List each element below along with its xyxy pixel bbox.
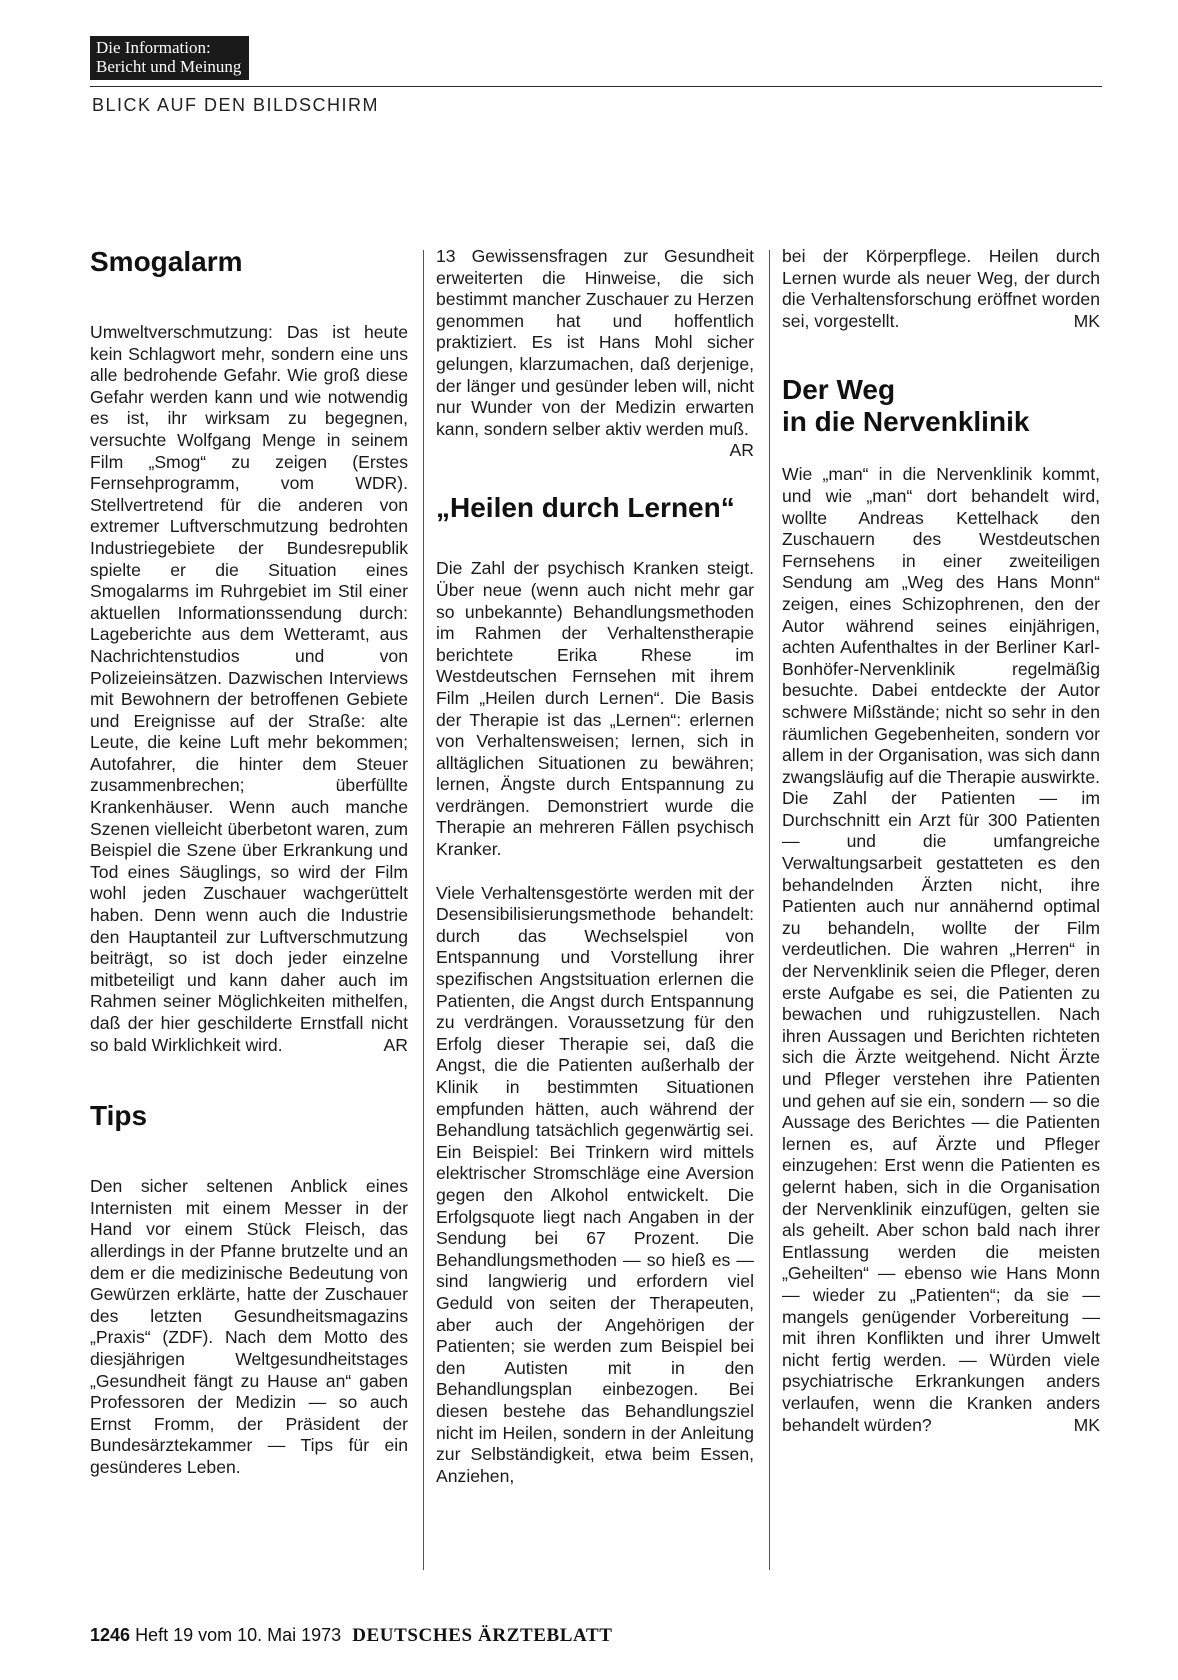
smogalarm-signature: AR [383,1034,408,1055]
nervenklinik-title-line-1: Der Weg [782,374,896,406]
tips-continued-text: 13 Gewissensfragen zur Gesundheit erweiterten die Hinweise, die sich bestimmt mancher Zuschauer zu Herzen genommen hat und hoffentlich praktiziert. Es ist Hans Mohl sicher gelungen, klarzumachen, daß derjenige, der länger und gesünder leben will, nicht nur Wunder von der Medizin erwarten kann, sondern selber aktiv werden muß. [436,246,754,439]
article-title-nervenklinik [782,374,1100,438]
smogalarm-text: Umweltverschmutzung: Das ist heute kein Schlagwort mehr, sondern eine uns alle bedrohende Gefahr. Wie groß diese Gefahr werden kann und wie notwendig es ist, ihr wirksam zu begegnen, versuchte Wolfgang Menge in seinem Film „Smog“ zu zeigen (Erstes Fernsehprogramm, vom WDR). Stellvertretend für die anderen von extremer Luftverschmutzung bedrohten Industriegebiete der Bundesrepublik spielte er die Situation eines Smogalarms im Ruhrgebiet im Stil einer aktuellen Informationssendung durch: Lageberichte aus dem Wetteramt, aus Nachrichtenstudios und von Polizeieinsätzen. Dazwischen Interviews mit Bewohnern der betroffenen Gebiete und Ereignisse auf der Straße: alte Leute, die keine Luft mehr bekommen; Autofahrer, die hinter dem Steuer zusammenbrechen; überfüllte Krankenhäuser. Wenn auch manche Szenen vielleicht überbetont waren, zum Beispiel die Szene über Erkrankung und Tod eines Säuglings, so wird der Film wohl jeden Zuschauer wachgerüttelt haben. Denn wenn auch die Industrie den Hauptanteil zur Luftverschmutzung beiträgt, so ist doch jeder einzelne mitbeteiligt und kann daher auch im Rahmen seiner Möglichkeiten mithelfen, daß der hier geschilderte Ernstfall nicht so bald Wirklichkeit wird. [90,322,408,1055]
issue-info: Heft 19 vom 10. Mai 1973 [135,1625,342,1645]
journal-name: DEUTSCHES ÄRZTEBLATT [352,1625,613,1646]
column-1 [90,246,408,1479]
article-body-tips-continued [436,246,754,461]
heilen-signature: MK [1073,310,1100,331]
article-body-heilen-continued [782,246,1100,332]
nervenklinik-text: Wie „man“ in die Nervenklinik kommt, und wie „man“ dort behandelt wird, wollte Andreas Kettelhack den Zuschauern des Westdeutschen Fernsehens in einer zweiteiligen Sendung am „Weg des Hans Monn“ zeigen, eines Schizophrenen, den der Autor während seines einjährigen, achten Aufenthaltes in der Berliner Karl-Bonhöfer-Nervenklinik regelmäßig besuchte. Dabei entdeckte der Autor schwere Mißstände; nicht so sehr in den räumlichen Gegebenheiten, sondern vor allem in der Organisation, was sich dann zwangsläufig auf die Therapie auswirkte. Die Zahl der Patienten — im Durchschnitt ein Arzt für 300 Patienten — und die umfangreiche Verwaltungsarbeit gestatteten es den behandelnden Ärzten nicht, ihre Patienten auch nur annähernd optimal zu behandeln, wollte der Film verdeutlichen. Die wahren „Herren“ in der Nervenklinik seien die Pfleger, deren erste Aufgabe es sei, die Patienten zu bewachen und ruhigzustellen. Nach ihren Aussagen und Berichten richteten sich die Ärzte weitgehend. Nicht Ärzte und Pfleger verstehen ihre Patienten und gehen auf sie ein, sondern — so die Aussage des Berichtes — die Patienten lernen es, auf Ärzte und Pfleger einzugehen: Erst wenn die Patienten es gelernt haben, sich in die Organisation der Nervenklinik einzufügen, gelten sie als geheilt. Aber schon bald nach ihrer Entlassung werden die meisten „Geheilten“ — ebenso wie Hans Monn — wieder zu „Patienten“; da sie — mangels genügender Vorbereitung — mit ihren Konflikten und ihrer Umwelt nicht fertig werden. — Würden viele psychiatrische Erkrankungen anders verlaufen, wenn die Kranken anders behandelt würden? [782,464,1100,1435]
column-2 [436,246,754,1487]
column-3 [782,246,1100,1436]
article-body-heilen-paragraph-2: Viele Verhaltensgestörte werden mit der Desensibilisierungsmethode behandelt: durch das Wechselspiel von Entspannung und Vorstellung ihrer spezifischen Angstsituation erlernen die Patienten, die Angst durch Entspannung zu verdrängen. Voraussetzung für den Erfolg dieser Therapie sei, daß die Angst, die die Patienten außerhalb der Klinik in bestimmten Situationen empfunden hätten, auch während der Behandlung tatsächlich gegenwärtig sei. Ein Beispiel: Bei Trinkern wird mittels elektrischer Stromschläge eine Aversion gegen den Alkohol entwickelt. Die Erfolgsquote liegt nach Angaben in der Sendung bei 67 Prozent. Die Behandlungsmethoden — so hieß es — sind langwierig und erfordern viel Geduld von seiten der Therapeuten, aber auch der Angehörigen der Patienten; sie werden zum Beispiel bei den Autisten mit in den Behandlungsplan einbezogen. Bei diesen bestehe das Behandlungsziel nicht im Heilen, sondern in der Anleitung zur Selbständigkeit, etwa beim Essen, Anziehen, [436,882,754,1486]
nervenklinik-title-line-2: in die Nervenklinik [782,406,1030,438]
column-divider-2 [769,250,770,1570]
header-rule [90,86,1102,87]
masthead [90,36,249,80]
masthead-line-1: Die Information: [96,38,211,57]
article-body-nervenklinik [782,464,1100,1436]
article-body-tips: Den sicher seltenen Anblick eines Internisten mit einem Messer in der Hand vor einem Stück Fleisch, das allerdings in der Pfanne brutzelte und an dem er die medizinische Bedeutung von Gewürzen erklärte, hatte der Zuschauer des letzten Gesundheitsmagazins „Praxis“ (ZDF). Nach dem Motto des diesjährigen Weltgesundheitstages „Gesundheit fängt zu Hause an“ gaben Professoren der Medizin — so auch Ernst Fromm, der Präsident der Bundesärztekammer — Tips für ein gesünderes Leben. [90,1176,408,1477]
page-footer [90,1625,613,1647]
page-number: 1246 [90,1625,131,1645]
heilen-continued-text: bei der Körperpflege. Heilen durch Lernen wurde als neuer Weg, der durch die Verhaltensforschung eröffnet worden sei, vorgestellt. [782,246,1100,331]
article-title-tips: Tips [90,1100,148,1132]
article-title-smogalarm: Smogalarm [90,246,243,277]
column-divider-1 [423,250,424,1570]
article-title-heilen: „Heilen durch Lernen“ [436,492,735,524]
article-body-smogalarm [90,322,408,1056]
tips-signature: AR [729,440,754,461]
nervenklinik-signature: MK [1073,1414,1100,1435]
section-rubric: BLICK AUF DEN BILDSCHIRM [92,95,380,115]
masthead-line-2: Bericht und Meinung [96,57,242,76]
article-body-heilen-paragraph-1: Die Zahl der psychisch Kranken steigt. Über neue (wenn auch nicht mehr gar so unbekannte) Behandlungsmethoden im Rahmen der Verhaltenstherapie berichtete Erika Rhese im Westdeutschen Fernsehen mit ihrem Film „Heilen durch Lernen“. Die Basis der Therapie ist das „Lernen“: erlernen von Verhaltensweisen; lernen, sich in alltäglichen Situationen zu bewähren; lernen, Ängste durch Entspannung zu verdrängen. Demonstriert wurde die Therapie an mehreren Fällen psychisch Kranker. [436,558,754,860]
